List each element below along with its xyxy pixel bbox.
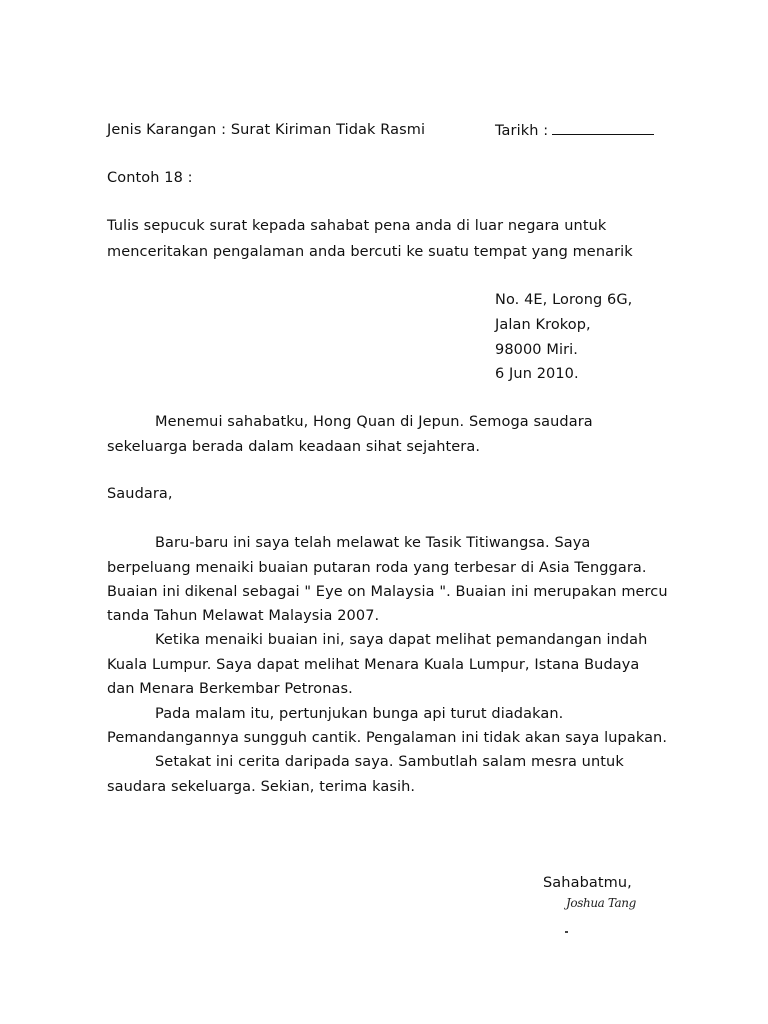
greeting-line: Menemui sahabatku, Hong Quan di Jepun. Semoga saudara — [155, 414, 593, 430]
greeting-line: sekeluarga berada dalam keadaan sihat sejahtera. — [107, 439, 481, 455]
example-label: Contoh 18 : — [107, 170, 193, 186]
body-line: berpeluang menaiki buaian putaran roda yang terbesar di Asia Tenggara. — [107, 560, 647, 576]
question-line: menceritakan pengalaman anda bercuti ke suatu tempat yang menarik — [107, 244, 633, 260]
body-line: Baru-baru ini saya telah melawat ke Tasik Titiwangsa. Saya — [155, 535, 591, 551]
body-line: Pada malam itu, pertunjukan bunga api turut diadakan. — [155, 706, 564, 722]
body-line: tanda Tahun Melawat Malaysia 2007. — [107, 608, 380, 624]
address-line: No. 4E, Lorong 6G, — [495, 292, 633, 308]
date-label: Tarikh : — [495, 123, 549, 139]
body-line: Ketika menaiki buaian ini, saya dapat melihat pemandangan indah — [155, 632, 648, 648]
body-line: Kuala Lumpur. Saya dapat melihat Menara Kuala Lumpur, Istana Budaya — [107, 657, 640, 673]
address-line: 98000 Miri. — [495, 342, 578, 358]
composition-type-label: Jenis Karangan : Surat Kiriman Tidak Rasmi — [107, 122, 426, 138]
question-line: Tulis sepucuk surat kepada sahabat pena anda di luar negara untuk — [107, 218, 607, 234]
date-blank-line — [552, 120, 654, 135]
body-line: Pemandangannya sungguh cantik. Pengalaman ini tidak akan saya lupakan. — [107, 730, 668, 746]
closing: Sahabatmu, — [543, 875, 632, 891]
body-line: dan Menara Berkembar Petronas. — [107, 681, 353, 697]
address-line: Jalan Krokop, — [495, 317, 591, 333]
ink-mark — [565, 931, 568, 933]
body-line: Setakat ini cerita daripada saya. Sambutlah salam mesra untuk — [155, 754, 624, 770]
salutation: Saudara, — [107, 486, 173, 502]
body-line: Buaian ini dikenal sebagai " Eye on Malaysia ". Buaian ini merupakan mercu — [107, 584, 668, 600]
handwritten-signature: Joshua Tang — [566, 896, 636, 910]
letter-date: 6 Jun 2010. — [495, 366, 579, 382]
date-field — [495, 120, 654, 141]
body-line: saudara sekeluarga. Sekian, terima kasih. — [107, 779, 416, 795]
